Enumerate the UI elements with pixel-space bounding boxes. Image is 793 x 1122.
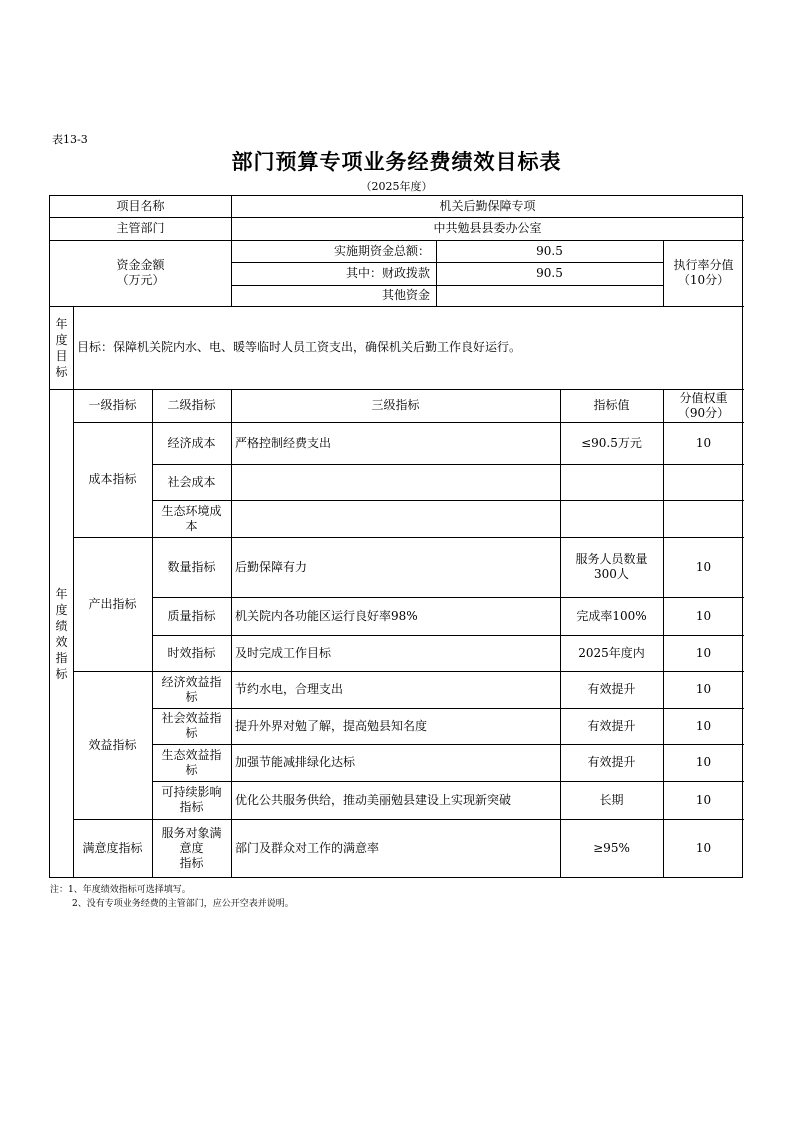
indicator-row-0-value-cell: ≤90.5万元 [581,435,642,450]
indicator-row-10-level3-cell: 部门及群众对工作的满意率 [235,841,380,855]
indicator-row-5-level2-cell: 时效指标 [167,645,216,660]
indicator-row-5-level3-cell: 及时完成工作目标 [235,645,332,660]
header-level3: 三级指标 [371,398,420,412]
indicator-row-4-level2-cell: 质量指标 [167,608,216,623]
indicator-row-0-level3-cell: 严格控制经费支出 [235,435,332,450]
indicator-row-2-weight-cell [663,500,744,537]
total-funds-value: 90.5 [536,243,563,258]
fiscal-year: （2025年度） [360,180,433,193]
other-funds-label: 其他资金 [381,288,430,302]
fiscal-funds-label: 其中：财政拨款 [345,266,430,280]
project-name-value: 机关后勤保障专项 [439,199,536,213]
indicator-row-1-level3-cell [231,464,560,500]
indicator-row-5-weight-cell: 10 [695,645,712,660]
indicator-row-1-value-cell [560,464,663,500]
annual-goal-label: 年度目标 [55,316,68,379]
indicator-row-6-weight-cell: 10 [695,682,712,696]
indicator-row-2-level2-cell: 生态环境成本 [161,503,222,533]
indicator-row-6-value-cell: 有效提升 [587,682,636,696]
indicator-row-6-level3-cell: 节约水电，合理支出 [235,682,344,696]
fiscal-funds-value: 90.5 [536,266,563,280]
indicator-row-2-level3-cell [231,500,560,537]
indicator-row-3-level2-cell: 数量指标 [167,559,216,574]
group-output: 产出指标 [88,596,137,611]
indicator-row-8-value-cell: 有效提升 [587,755,636,769]
indicator-row-9-level3-cell: 优化公共服务供给，推动美丽勉县建设上实现新突破 [235,792,512,807]
indicator-row-8-weight-cell: 10 [695,755,712,769]
note-line-2: 2、没有专项业务经费的主管部门，应公开空表并说明。 [72,899,294,909]
header-level1: 一级指标 [88,398,137,412]
indicators-side-label: 年度绩效指标 [55,586,68,681]
annual-goal-text: 目标：保障机关院内水、电、暖等临时人员工资支出，确保机关后勤工作良好运行。 [77,340,522,354]
indicator-row-4-level3-cell: 机关院内各功能区运行良好率98% [235,608,418,623]
indicator-row-0-weight-cell: 10 [695,435,712,450]
group-benefit: 效益指标 [88,737,137,752]
indicator-row-7-level3-cell: 提升外界对勉了解，提高勉县知名度 [235,718,428,733]
indicator-row-7-value-cell: 有效提升 [587,718,636,733]
indicators-side-cell [50,389,73,878]
indicator-row-1-weight-cell [663,464,744,500]
indicator-row-9-value-cell: 长期 [599,792,624,807]
funds-label: 资金金额 （万元） [116,258,165,287]
indicator-row-5-value-cell: 2025年度内 [578,645,645,660]
indicator-row-10-level2-cell: 服务对象满意度 指标 [161,826,222,870]
annual-goal-label-cell [50,306,73,389]
group-cost: 成本指标 [88,472,137,486]
page-title: 部门预算专项业务经费绩效目标表 [231,149,562,174]
indicator-row-3-value-cell: 服务人员数量 300人 [575,552,648,581]
indicator-row-4-value-cell: 完成率100% [576,608,647,623]
indicator-row-9-level2-cell: 可持续影响指标 [161,785,222,814]
department-label: 主管部门 [116,221,165,235]
indicator-row-2-value-cell [560,500,663,537]
indicator-row-10-weight-cell: 10 [695,841,712,855]
indicator-row-3-level3-cell: 后勤保障有力 [235,559,308,574]
note-line-1: 注：1、年度绩效指标可选择填写。 [50,885,191,895]
indicator-row-8-level3-cell: 加强节能减排绿化达标 [235,755,356,769]
indicator-row-4-weight-cell: 10 [695,608,712,623]
indicator-row-7-weight-cell: 10 [695,718,712,733]
indicator-row-10-value-cell: ≥95% [593,841,630,855]
execution-rate-label: 执行率分值 （10分） [673,258,734,287]
header-weight: 分值权重 （90分） [677,390,730,420]
project-name-label: 项目名称 [116,199,165,213]
group-satisfaction: 满意度指标 [82,841,143,855]
header-value: 指标值 [593,398,630,412]
indicator-row-6-level2-cell: 经济效益指标 [161,674,222,704]
other-funds-value [436,285,663,306]
table-code: 表13-3 [52,133,88,146]
header-level2: 二级指标 [167,398,216,412]
indicator-row-8-level2-cell: 生态效益指标 [161,747,222,777]
indicator-row-3-weight-cell: 10 [695,559,712,574]
total-funds-label: 实施期资金总额： [333,243,430,258]
performance-table [49,195,743,878]
indicator-row-0-level2-cell: 经济成本 [167,435,216,450]
indicator-row-9-weight-cell: 10 [695,792,712,807]
department-value: 中共勉县县委办公室 [433,221,542,235]
indicator-row-1-level2-cell: 社会成本 [167,474,216,489]
indicator-row-7-level2-cell: 社会效益指标 [161,711,222,740]
